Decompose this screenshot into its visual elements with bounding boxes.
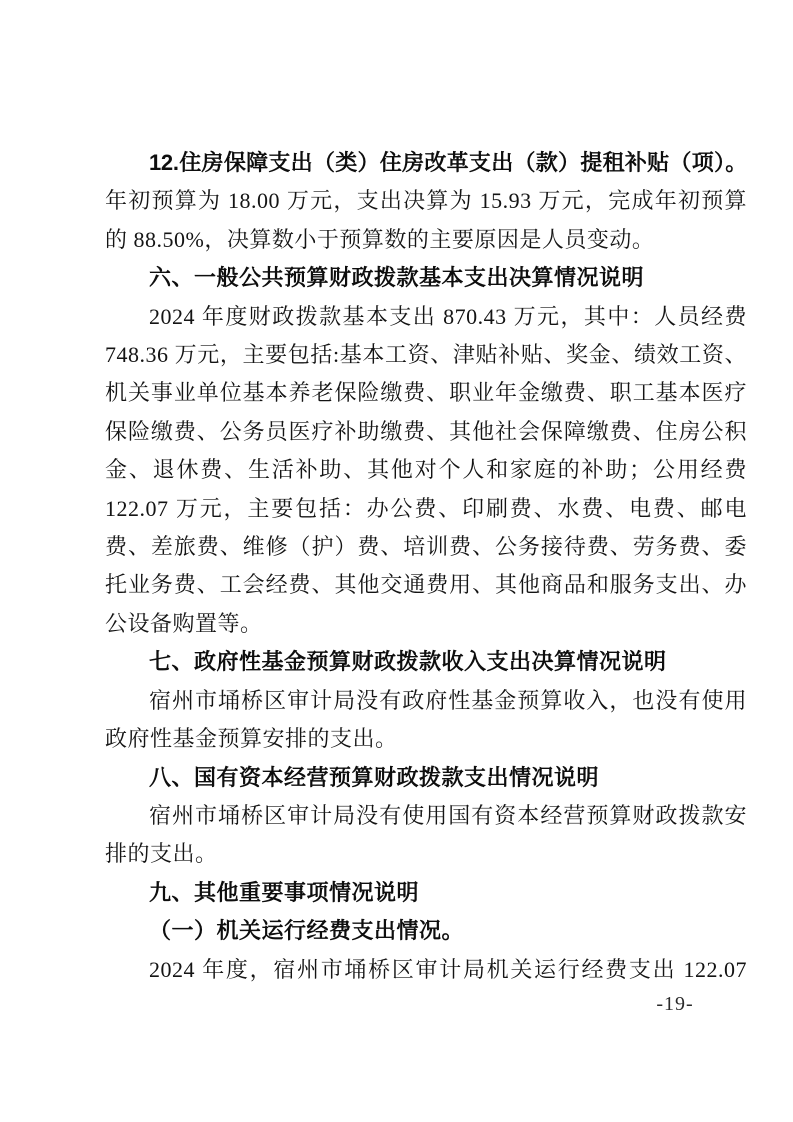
section-heading-6-basic-expenditure: 六、一般公共预算财政拨款基本支出决算情况说明 — [149, 265, 645, 291]
document-body — [105, 144, 747, 989]
page-number: -19- — [656, 993, 694, 1015]
paragraph-gov-fund-statement: 宿州市埇桥区审计局没有政府性基金预算收入，也没有使用政府性基金预算安排的支出。 — [105, 687, 747, 752]
item-12-body-text: 年初预算为 18.00 万元，支出决算为 15.93 万元，完成年初预算的 88.50%，决算数小于预算数的主要原因是人员变动。 — [105, 188, 747, 252]
item-12-lead-heading: 12.住房保障支出（类）住房改革支出（款）提租补贴（项）。 — [149, 150, 747, 175]
paragraph-basic-expenditure-detail: 2024 年度财政拨款基本支出 870.43 万元，其中：人员经费 748.36 万元，主要包括:基本工资、津贴补贴、奖金、绩效工资、机关事业单位基本养老保险缴费、职业年金缴费、职工基本医疗保险缴费、公务员医疗补助缴费、其他社会保障缴费、住房公积金、退休费、生活补助、其他对个人和家庭的补助；公用经费 122.07 万元，主要包括：办公费、印刷费、水费、电费、邮电费、差旅费、维修（护）费、培训费、公务接待费、劳务费、委托业务费、工会经费、其他交通费用、其他商品和服务支出、办公设备购置等。 — [105, 303, 747, 636]
section-heading-8-state-capital-budget: 八、国有资本经营预算财政拨款支出情况说明 — [149, 764, 600, 790]
section-heading-7-gov-fund-budget: 七、政府性基金预算财政拨款收入支出决算情况说明 — [149, 649, 667, 675]
paragraph-operating-expense-continued: 2024 年度，宿州市埇桥区审计局机关运行经费支出 122.07 — [149, 956, 747, 982]
section-heading-9-other-matters: 九、其他重要事项情况说明 — [149, 879, 420, 905]
paragraph-item-12-housing-subsidy — [105, 144, 747, 259]
paragraph-state-capital-statement: 宿州市埇桥区审计局没有使用国有资本经营预算财政拨款安排的支出。 — [105, 802, 747, 867]
subsection-heading-1-operating-expense: （一）机关运行经费支出情况。 — [149, 918, 465, 944]
